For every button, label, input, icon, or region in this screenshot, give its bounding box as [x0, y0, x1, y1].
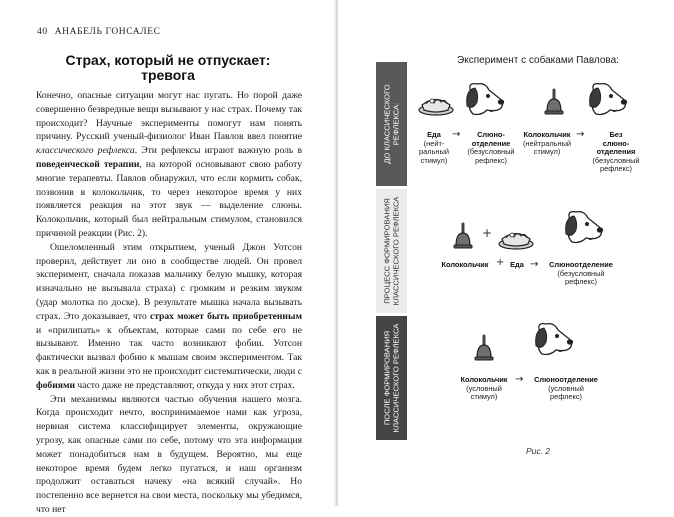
- plus-icon: +: [482, 226, 493, 240]
- stage-tab-label: ПРОЦЕСС ФОРМИРОВАНИЯ КЛАССИЧЕСКОГО РЕФЛЕКСА: [382, 196, 401, 306]
- arrow-icon: →: [530, 259, 539, 270]
- author-name: АНАБЕЛЬ ГОНСАЛЕС: [54, 27, 161, 37]
- bell-icon: [540, 88, 568, 116]
- label-bell-conditioned: Колокольчик (условный стимул): [460, 375, 508, 402]
- food-bowl-icon: [498, 224, 534, 252]
- stage-tab-process: [376, 189, 407, 313]
- bell-icon: [449, 222, 477, 250]
- running-head: [37, 27, 161, 37]
- paragraph-2: Ошеломленный этим открытием, ученый Джон Уотсон проверил, действует ли оно в сообществе людей. Он провел эксперимент, сначала показав мальчику белую мышку, которая изначально не вызывала страха) с громким и резким звуком (удар молотка по доске). В результате мышка начала вызывать страх. Это доказывает, что страх может быть приобретенным и «прилипать» к объектам, которые сами по себе его не вызывают. Именно так часто возникают фобии. Уотсон фактически вызвал фобию к мышам своим экспериментом. Так как в реальной жизни это не происходит систематически, люди с фобиями часто даже не представляют, откуда у них этот страх.: [36, 241, 302, 391]
- paragraph-3: Эти механизмы являются частью обучения нашего мозга. Когда происходит нечто, воспринимаемое нами как угроза, нервная система классифицирует элементы, окружающие угрозу, как опасные сами по себе, потому что эта информация может понадобиться нам в будущем. Вероятно, мы еще некоторое время будем легко пугаться, и наш организм продолжит оставаться начеку «на всякий случай». Но постепенно все вернется на свои места, поскольку мы убедимся, что нет: [36, 393, 302, 515]
- bold-term: страх может быть приобретенным: [149, 310, 302, 322]
- arrow-icon: →: [576, 129, 585, 140]
- italic-term: классического рефлекса: [36, 145, 135, 157]
- page-number: 40: [37, 27, 48, 37]
- arrow-icon: →: [515, 374, 524, 385]
- bold-term: фобиями: [36, 379, 76, 391]
- bold-term: поведенческой терапии: [36, 158, 140, 170]
- bell-icon: [470, 334, 498, 362]
- label-salivation: Слюноотделение (безусловный рефлекс): [549, 260, 613, 287]
- title-line-2: тревога: [141, 67, 195, 83]
- stage-tab-label: ДО КЛАССИЧЕСКОГО РЕФЛЕКСА:: [382, 84, 401, 164]
- stage-tab-before: [376, 62, 407, 186]
- label-bell: Колокольчик (нейтральный стимул): [522, 130, 572, 157]
- plus-icon: +: [496, 257, 505, 268]
- label-salivation-conditioned: Слюноотделение (условный рефлекс): [534, 375, 598, 402]
- food-bowl-icon: [418, 90, 454, 118]
- label-no-salivation: Без слюно- отделения (безусловный рефлекс): [592, 130, 640, 174]
- label-food: Еда (нейт- ральный стимул): [419, 130, 449, 165]
- stage-tab-after: [376, 316, 407, 440]
- label-salivation: Слюно- отделение (безусловный рефлекс): [467, 130, 515, 165]
- dog-icon: [463, 80, 509, 120]
- paragraph-1: Конечно, опасные ситуации могут нас пугать. Но порой даже совершенно безвредные вещи вызывают у нас страх. Почему так происходит? Научные эксперименты помогут нам понять причину. Русский ученый-физиолог Иван Павлов ввел понятие классического рефлекса. Эти рефлексы играют важную роль в поведенческой терапии, на которой основывают свою работу многие терапевты. Павлов обнаружил, что если кормить собак, позвонив в колокольчик, то через некоторое время у них появляется реакция на этот звук — выделение слюны. Колокольчик, который был нейтральным стимулом, становился причиной реакции (Рис. 2).: [36, 90, 302, 239]
- left-page: [0, 0, 336, 515]
- figure-caption: Рис. 2: [525, 446, 551, 456]
- dog-icon: [532, 320, 578, 360]
- label-food: Еда: [510, 260, 524, 269]
- dog-icon: [562, 208, 608, 248]
- body-text: [36, 89, 302, 517]
- chapter-title: [36, 53, 300, 83]
- figure-title: Эксперимент с собаками Павлова:: [457, 55, 619, 66]
- arrow-icon: →: [452, 129, 461, 140]
- title-line-1: Страх, который не отпускает:: [65, 52, 271, 68]
- dog-icon: [586, 80, 632, 120]
- stage-tab-label: ПОСЛЕ ФОРМИРОВАНИЯ КЛАССИЧЕСКОГО РЕФЛЕКСА: [382, 323, 401, 433]
- label-bell: Колокольчик: [441, 260, 489, 269]
